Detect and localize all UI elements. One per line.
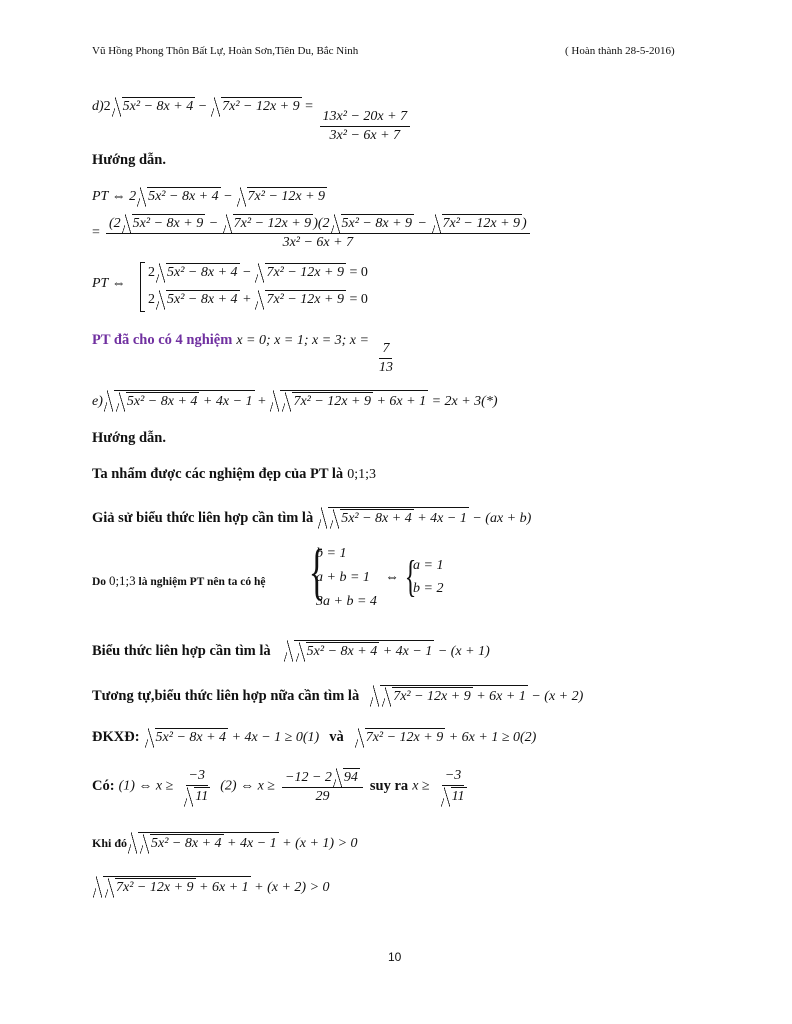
dkxd-line: ĐKXĐ: 5x² − 8x + 4 + 4x − 1 ≥ 0(1) và 7x² − 12x + 9 + 6x + 1 ≥ 0(2) [92, 729, 537, 745]
curly-brace: { [404, 552, 417, 601]
guide-heading: Hướng dẫn. [92, 430, 166, 446]
header-completed-date: ( Hoàn thành 28-5-2016) [565, 45, 675, 57]
system-eq-1: b = 1 [316, 546, 347, 561]
system-eq-3: 3a + b = 4 [316, 594, 377, 609]
pt-fraction: (2 5x² − 8x + 9 − 7x² − 12x + 9 )(2 5x² − 8x + 9 − 7x² − 12x + 9 ) 3x² − 6x + 7 [106, 214, 530, 251]
solutions-line [92, 331, 399, 376]
operator: − [198, 99, 207, 114]
equation-d [92, 97, 413, 144]
assume-line: Giả sử biểu thức liên hợp cần tìm là 5x² − 8x + 4 + 4x − 1 − (ax + b) [92, 507, 531, 527]
system-eq-2: a + b = 1 [316, 570, 370, 585]
sqrt: 7x² − 12x + 9 [237, 187, 328, 205]
fraction: $\frac{\text{13x² − 20x + 7}}{\text{3x² − 6x + 7}}$ [320, 109, 411, 144]
result-eq-1: a = 1 [413, 558, 444, 573]
pt-system-lhs: PT ⇔ [92, 276, 126, 291]
result-eq-2: b = 2 [413, 581, 444, 596]
equation-label: d) [92, 99, 104, 114]
sqrt: 5x² − 8x + 4 [112, 97, 196, 115]
system-line-2: 2 5x² − 8x + 4 + 7x² − 12x + 9 = 0 [148, 292, 368, 307]
sqrt: 7x² − 12x + 9 [211, 97, 302, 115]
solutions-values: x = 0; x = 1; x = 3; x = [236, 333, 369, 348]
curly-brace: { [308, 538, 326, 606]
system-intro: Do 0;1;3 là nghiệm PT nên ta có hệ [92, 573, 266, 588]
coefficient: 2 [103, 99, 111, 114]
guide-heading: Hướng dẫn. [92, 152, 166, 168]
operator: = [305, 99, 314, 114]
khido-line: Khi đó 5x² − 8x + 4 + 4x − 1 + (x + 1) > 0 [92, 832, 358, 852]
page-number: 10 [388, 950, 402, 964]
conjugate-2-line: Tương tự,biểu thức liên hợp nữa cần tìm là 7x² − 12x + 9 + 6x + 1 − (x + 2) [92, 685, 583, 705]
fraction: $\frac{7}{13}$ [378, 341, 393, 375]
sqrt: 5x² − 8x + 4 [137, 187, 221, 205]
equivalence-arrow: ⇔ [385, 570, 399, 585]
pt-equals-sign: = [92, 225, 100, 240]
equation-e: e) 5x² − 8x + 4 + 4x − 1 + 7x² − 12x + 9 + 6x + 1 = 2x + 3(*) [92, 390, 498, 410]
system-line-1: 2 5x² − 8x + 4 − 7x² − 12x + 9 = 0 [148, 265, 368, 280]
conjugate-1-line: Biểu thức liên hợp cần tìm là 5x² − 8x + 4 + 4x − 1 − (x + 1) [92, 640, 490, 660]
square-bracket [140, 262, 145, 312]
header-author: Vũ Hồng Phong Thôn Bất Lự, Hoàn Sơn,Tiên Du, Bắc Ninh [92, 45, 359, 57]
guess-line: Ta nhẩm được các nghiệm đẹp của PT là 0;1;3 [92, 466, 376, 482]
co-line: Có: (1) ⇔ x ≥ $\frac{-3}{11}$ (2) ⇔ x ≥ $\frac{-12 - 2 94}{29}$ suy ra x ≥ $\frac{-3}{11}$ [92, 768, 465, 804]
solutions-text: PT đã cho có 4 nghiệm [92, 332, 233, 348]
last-inequality: 7x² − 12x + 9 + 6x + 1 + (x + 2) > 0 [92, 876, 330, 896]
pt-equivalence-line: PT ⇔ 2 5x² − 8x + 4 − 7x² − 12x + 9 [92, 189, 326, 204]
